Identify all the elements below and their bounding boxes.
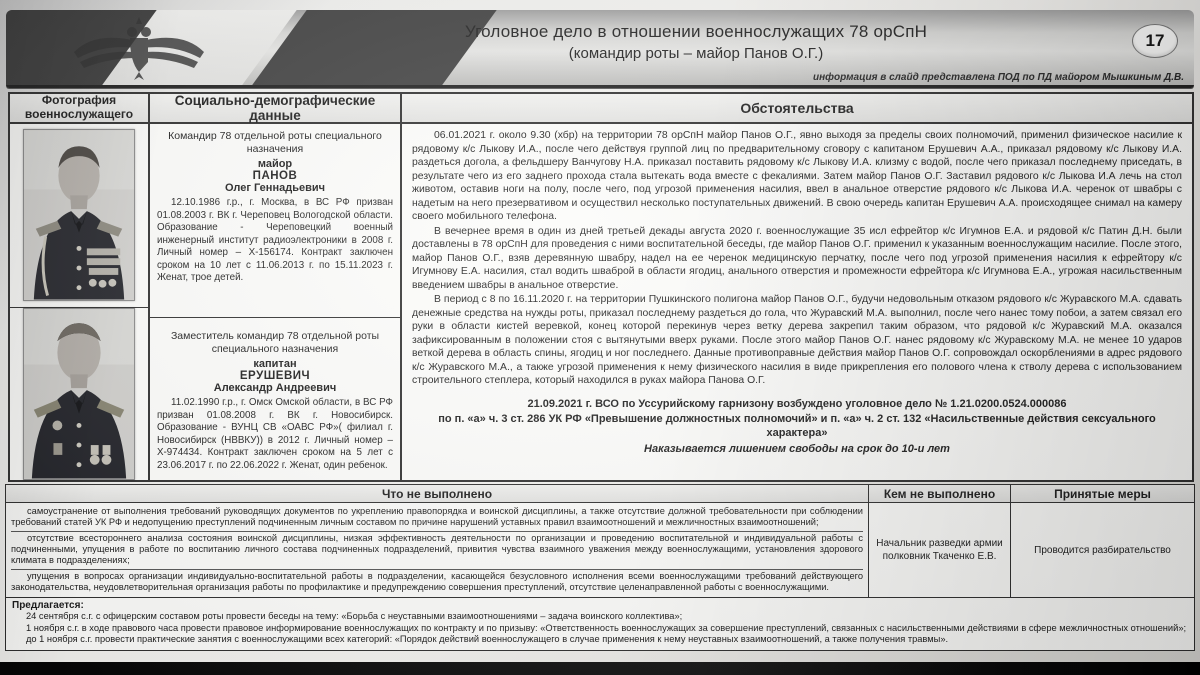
slide-number-badge: 17	[1132, 24, 1178, 58]
photo-bottom-edge	[0, 662, 1200, 675]
officer-portrait-icon	[24, 130, 134, 300]
proposals-section	[6, 597, 1194, 650]
proposal-item: 1 ноября с.г. в ходе правового часа провести правовое информирование военнослужащих по контракту и по призыву: «Ответственность военнослужащих за совершение преступлений, связанных с насильственными действиями в сфере межличностных отношений»;	[26, 622, 1187, 633]
photo-column-header: Фотография военнослужащего	[10, 94, 148, 124]
slide-credit-line: информация в слайд представлена ПОД по ПД майором Мышкиным Д.В.	[813, 72, 1184, 83]
not-fulfilled-list	[6, 503, 868, 597]
photo-erushevich	[23, 308, 135, 480]
demographic-column	[148, 94, 400, 480]
case-articles-line: по п. «а» ч. 3 ст. 286 УК РФ «Превышение должностных полномочий» и п. «а» ч. 2 ст. 132 «Насильственные действия сексуального характера»	[438, 412, 1156, 440]
failure-item: самоустранение от выполнения требований руководящих документов по укреплению правопорядка и воинской дисциплины, а также отсутствие должной требовательности при соблюдении требований статей УК РФ и недопущению преступлений подчиненным личным составом по причине нарушений уставных правил взаимоотношений и межличностных взаимоотношений;	[11, 505, 863, 532]
measures-header: Принятые меры	[1011, 485, 1194, 503]
accountability-grid	[6, 485, 1194, 597]
case-opened-line: 21.09.2021 г. ВСО по Уссурийскому гарнизону возбуждено уголовное дело № 1.21.0200.0524.000086	[527, 397, 1067, 410]
circumstances-header: Обстоятельства	[402, 94, 1192, 124]
circumstances-paragraph: 06.01.2021 г. около 9.30 (хбр) на территории 78 орСпН майор Панов О.Г., явно выходя за пределы своих полномочий, применил физическое насилие к рядовому к/с Лыкову И.А., после чего действуя группой лиц по предварительному сговору с капитаном Ерушевич А.А., приказал рядовому к/с Лыкову И.А. раздеться догола, а фельдшеру Ванчугову Н.А. приказал поставить рядовому к/с Лыкову И.А. клизму с водой, после чего приказал последнему приседать, в результате чего из его заднего прохода стала вытекать вода вместе с фекалиями. Затем майор Панов О.Г. Заставил рядового к/с Лыкова И.А лечь на стол животом, оставив ноги на полу, после чего, под угрозой применения насилия, ввел в анальное отверстие рядового к/с Лыкова И.А. черенок от швабры с надетым на него презервативом и осуществил несколько поступательных движений. В свою очередь капитан Ерушевич А.А. происходящее снимал на камеру своего мобильного телефона.	[412, 130, 1182, 223]
mod-eagle-emblem-icon	[64, 14, 214, 84]
rank: майор	[257, 158, 293, 171]
position-title: Командир 78 отдельной роты специального назначения	[168, 130, 382, 156]
failure-item: отсутствие всестороннего анализа состояния воинской дисциплины, низкая эффективность деятельности по организации и проведению воспитательной и индивидуальной работы с подчиненными, упущения в работе по воспитанию личного состава подчиненных подразделений, привития чувства взаимного уважения между военнослужащими, установления здорового климата в подразделениях;	[11, 532, 863, 570]
rank: капитан	[253, 358, 297, 371]
accountability-table	[5, 484, 1195, 651]
surname: ПАНОВ	[252, 170, 298, 183]
demographic-cell-erushevich	[150, 318, 400, 480]
given-names: Александр Андреевич	[213, 382, 337, 395]
proposal-item: 24 сентября с.г. с офицерским составом роты провести беседы на тему: «Борьба с неуставными взаимоотношениями – задача воинского коллектива»;	[26, 611, 683, 622]
measures-column	[1010, 485, 1194, 597]
by-whom-column	[868, 485, 1010, 597]
demographic-column-header: Социально-демографические данные	[150, 94, 400, 124]
failure-item: упущения в вопросах организации индивидуально-воспитательной работы в подразделении, касающейся безусловного исполнения всеми военнослужащими требований действующего законодательства, неудовлетворительная организация работы по профилактике и предупреждению совершения преступлений, отсутствие целенаправленной работы с военнослужащими.	[11, 570, 863, 592]
biography-text: 11.02.1990 г.р., г. Омск Омской области, в ВС РФ призван 01.08.2008 г. ВК г. Новосибирск. Образование - ВУНЦ СВ «ОАВС РФ»( филиал г. Новосибирск (НВВКУ)) в 2012 г. Личный номер – Х-974434. Контракт заключен сроком на 5 лет с 23.06.2017 г. по 22.06.2022 г. Женат, один ребенок.	[157, 397, 393, 471]
circumstances-body	[402, 124, 1192, 480]
position-title: Заместитель командир 78 отдельной роты специального назначения	[170, 330, 380, 356]
slide-title	[366, 22, 1026, 62]
circumstances-paragraph: В вечернее время в один из дней третьей декады августа 2020 г. военнослужащие 35 исл ефрейтор к/с Игумнов Е.А. и рядовой к/с Патин Д.Н. были доставлены в 78 орСпН для проведения с ними воспитательной беседы, где майор Панов О.Г. применил к указанным военнослужащим насилие. После этого, майор Панов О.Г., взяв деревянную швабру, надел на ее черенок медицинскую перчатку, после чего под угрозой применения насилия к ефрейтору к/с Игумнову Е.А. насилия, стал водить шваброй в области ягодиц, анального отверстия и промежности ефрейтора к/с Игумнова Е.А., угрожая насильственным введением швабры в анальное отверстие.	[412, 225, 1182, 291]
by-whom-header: Кем не выполнено	[869, 485, 1010, 503]
slide-header-band	[6, 10, 1194, 88]
slide-title-line1: Уголовное дело в отношении военнослужащих 78 орСпН	[464, 22, 928, 41]
case-punishment-line: Наказывается лишением свободы на срок до 10-и лет	[644, 443, 950, 456]
main-table	[8, 92, 1194, 482]
proposals-label: Предлагается:	[12, 600, 84, 612]
criminal-case-block	[412, 397, 1182, 456]
by-whom-value: Начальник разведки армии полковник Ткаченко Е.В.	[876, 538, 1003, 563]
photo-column	[10, 94, 148, 480]
photo-cell-panov	[10, 124, 148, 308]
measures-value: Проводится разбирательство	[1034, 544, 1171, 556]
photo-cell-erushevich	[10, 308, 148, 480]
biography-text: 12.10.1986 г.р., г. Москва, в ВС РФ призван 01.08.2003 г. ВК г. Череповец Вологодской области. Образование - Череповецкий военный инженерный институт радиоэлектроники в 2008 г. Личный номер – Х-156174. Контракт заключен сроком на 10 лет с 11.06.2013 г. по 15.11.2023 г. Женат, трое детей.	[157, 197, 393, 284]
officer-portrait-icon	[24, 309, 134, 479]
surname: ЕРУШЕВИЧ	[239, 370, 311, 383]
slide-title-line2: (командир роты – майор Панов О.Г.)	[568, 45, 824, 62]
demographic-cell-panov	[150, 124, 400, 318]
not-fulfilled-column	[6, 485, 868, 597]
given-names: Олег Геннадьевич	[225, 182, 325, 195]
photo-panov	[23, 129, 135, 301]
not-fulfilled-header: Что не выполнено	[6, 485, 868, 503]
proposal-item: до 1 ноября с.г. провести практические занятия с военнослужащими всех категорий: «Порядок действий военнослужащего в случае применения к нему неуставных взаимоотношений, а также получения травмы».	[26, 634, 949, 645]
circumstances-paragraph: В период с 8 по 16.11.2020 г. на территории Пушкинского полигона майор Панов О.Г., будучи недовольным отказом рядового к/с Журавского М.А. сдавать денежные средства на нужды роты, приказал последнему раздеться до гола, что Журавский М.А. выполнил, после чего нанес тому побои, а затем связал его руки в области кистей веревкой, конец которой перекинув через ветку дерева закрепил таким образом, что рядовой к/с Журавский М.А. оказался зафиксированным в положении стоя с вытянутыми вверх руками. После этого майор Панов О.Г. нанес рядовому к/с Журавскому М.А. не менее 10 ударов веткой дерева в область спины, ягодиц и ног последнего. Данные противоправные действия майор Панов О.Г. сопровождал оскорблениями в адрес рядового к/с Журавского М.А., а также угрозой применения к нему физического насилия в виде прикрепления его полового члена к стволу дерева с использованием строительного степлера, который находился в руках майора Панова О.Г.	[412, 294, 1182, 387]
circumstances-column	[400, 94, 1192, 480]
